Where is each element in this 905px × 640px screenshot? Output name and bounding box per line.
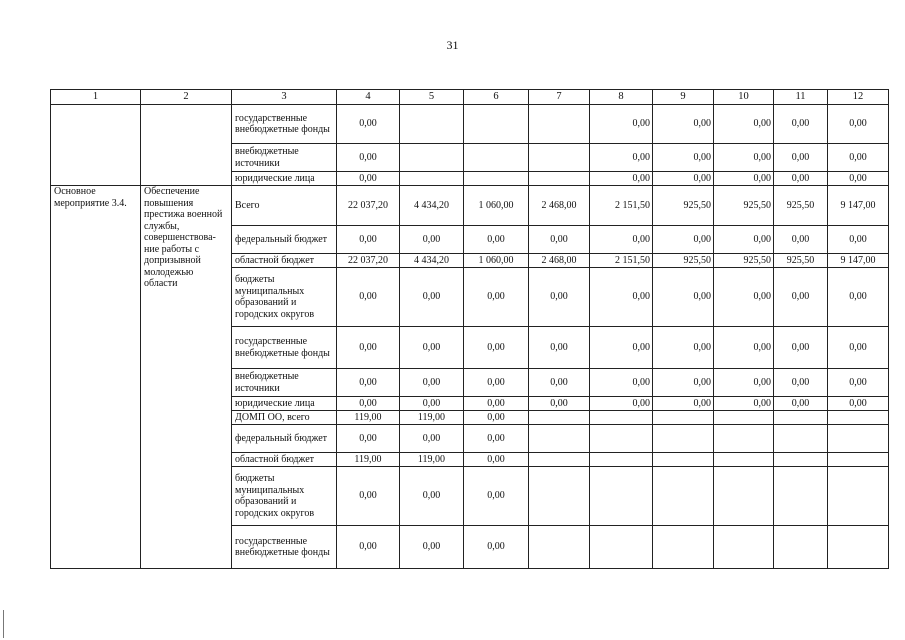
value-cell (529, 453, 590, 467)
value-cell: 9 147,00 (828, 186, 889, 226)
value-cell (774, 411, 828, 425)
value-cell: 4 434,20 (400, 254, 464, 268)
value-cell: 0,00 (464, 369, 529, 397)
value-cell: 0,00 (337, 144, 400, 172)
value-cell: 4 434,20 (400, 186, 464, 226)
value-cell: 0,00 (400, 369, 464, 397)
value-cell: 0,00 (400, 268, 464, 327)
value-cell: 0,00 (653, 397, 714, 411)
header-cell: 3 (232, 90, 337, 105)
source-label-cell: областной бюджет (232, 453, 337, 467)
header-cell: 10 (714, 90, 774, 105)
value-cell: 22 037,20 (337, 254, 400, 268)
header-cell: 5 (400, 90, 464, 105)
value-cell (653, 467, 714, 526)
value-cell: 0,00 (774, 268, 828, 327)
value-cell: 0,00 (653, 172, 714, 186)
value-cell (714, 425, 774, 453)
value-cell: 0,00 (337, 397, 400, 411)
value-cell (774, 467, 828, 526)
value-cell: 0,00 (590, 369, 653, 397)
value-cell: 0,00 (337, 467, 400, 526)
value-cell: 0,00 (653, 105, 714, 144)
description-cell: Обеспечение повышения престижа военной службы, совершенствова-ние работы с допризывной молодежью области (141, 186, 232, 569)
value-cell: 0,00 (529, 268, 590, 327)
value-cell: 0,00 (590, 397, 653, 411)
source-label-cell: государственные внебюджетные фонды (232, 327, 337, 369)
source-label-cell: государственные внебюджетные фонды (232, 105, 337, 144)
source-label-cell: юридические лица (232, 172, 337, 186)
value-cell: 925,50 (653, 254, 714, 268)
value-cell (714, 467, 774, 526)
value-cell: 1 060,00 (464, 254, 529, 268)
value-cell (828, 526, 889, 569)
table-row (51, 186, 889, 226)
value-cell: 119,00 (337, 411, 400, 425)
value-cell: 0,00 (828, 369, 889, 397)
value-cell: 0,00 (590, 226, 653, 254)
value-cell: 0,00 (714, 226, 774, 254)
value-cell: 22 037,20 (337, 186, 400, 226)
value-cell: 2 468,00 (529, 254, 590, 268)
value-cell: 0,00 (464, 268, 529, 327)
source-label-cell: внебюджетные источники (232, 144, 337, 172)
value-cell: 0,00 (529, 327, 590, 369)
empty-cell (51, 105, 141, 186)
value-cell: 0,00 (653, 268, 714, 327)
value-cell: 119,00 (337, 453, 400, 467)
value-cell: 0,00 (590, 172, 653, 186)
value-cell: 925,50 (774, 254, 828, 268)
header-cell: 7 (529, 90, 590, 105)
value-cell: 0,00 (774, 144, 828, 172)
table-row (51, 105, 889, 144)
header-cell: 4 (337, 90, 400, 105)
value-cell (529, 144, 590, 172)
value-cell: 0,00 (774, 369, 828, 397)
source-label-cell: Всего (232, 186, 337, 226)
value-cell: 0,00 (400, 425, 464, 453)
value-cell: 0,00 (714, 144, 774, 172)
value-cell (590, 467, 653, 526)
value-cell: 0,00 (590, 144, 653, 172)
value-cell: 0,00 (337, 369, 400, 397)
value-cell: 0,00 (828, 105, 889, 144)
value-cell: 925,50 (774, 186, 828, 226)
value-cell (653, 453, 714, 467)
value-cell: 0,00 (464, 411, 529, 425)
value-cell: 0,00 (400, 467, 464, 526)
value-cell (653, 425, 714, 453)
value-cell (529, 172, 590, 186)
value-cell: 0,00 (590, 327, 653, 369)
value-cell: 0,00 (337, 526, 400, 569)
value-cell: 0,00 (400, 526, 464, 569)
value-cell (590, 453, 653, 467)
header-cell: 9 (653, 90, 714, 105)
value-cell (828, 453, 889, 467)
value-cell (828, 411, 889, 425)
value-cell: 0,00 (828, 327, 889, 369)
value-cell: 0,00 (529, 369, 590, 397)
value-cell: 0,00 (464, 425, 529, 453)
value-cell: 0,00 (464, 327, 529, 369)
value-cell: 0,00 (653, 144, 714, 172)
source-label-cell: государственные внебюджетные фонды (232, 526, 337, 569)
source-label-cell: областной бюджет (232, 254, 337, 268)
value-cell: 0,00 (653, 369, 714, 397)
value-cell: 0,00 (774, 105, 828, 144)
source-label-cell: федеральный бюджет (232, 425, 337, 453)
page-number: 31 (446, 38, 459, 52)
source-label-cell: ДОМП ОО, всего (232, 411, 337, 425)
value-cell: 0,00 (400, 327, 464, 369)
margin-mark (3, 610, 4, 638)
value-cell: 0,00 (714, 105, 774, 144)
value-cell: 119,00 (400, 411, 464, 425)
value-cell: 0,00 (464, 397, 529, 411)
value-cell: 2 468,00 (529, 186, 590, 226)
value-cell (828, 467, 889, 526)
value-cell: 0,00 (714, 397, 774, 411)
value-cell: 0,00 (714, 172, 774, 186)
value-cell: 0,00 (714, 369, 774, 397)
value-cell: 0,00 (828, 226, 889, 254)
value-cell: 0,00 (337, 268, 400, 327)
value-cell: 0,00 (774, 397, 828, 411)
source-label-cell: федеральный бюджет (232, 226, 337, 254)
value-cell: 0,00 (590, 268, 653, 327)
value-cell: 0,00 (714, 327, 774, 369)
value-cell: 0,00 (337, 327, 400, 369)
value-cell: 0,00 (774, 172, 828, 186)
value-cell: 0,00 (714, 268, 774, 327)
value-cell: 0,00 (337, 226, 400, 254)
value-cell (653, 526, 714, 569)
value-cell (464, 172, 529, 186)
table-header (51, 90, 889, 105)
value-cell (714, 453, 774, 467)
value-cell: 0,00 (464, 453, 529, 467)
value-cell: 925,50 (653, 186, 714, 226)
value-cell: 925,50 (714, 254, 774, 268)
value-cell (400, 172, 464, 186)
value-cell: 0,00 (464, 467, 529, 526)
value-cell (464, 144, 529, 172)
value-cell (714, 411, 774, 425)
value-cell: 0,00 (529, 226, 590, 254)
value-cell: 0,00 (464, 226, 529, 254)
source-label-cell: юридические лица (232, 397, 337, 411)
value-cell (529, 526, 590, 569)
value-cell (529, 425, 590, 453)
table-body (51, 105, 889, 569)
value-cell (590, 425, 653, 453)
value-cell (774, 526, 828, 569)
header-cell: 8 (590, 90, 653, 105)
value-cell (400, 144, 464, 172)
value-cell (529, 467, 590, 526)
value-cell (464, 105, 529, 144)
value-cell (653, 411, 714, 425)
measure-cell: Основное мероприятие 3.4. (51, 186, 141, 569)
empty-cell (141, 105, 232, 186)
value-cell (529, 411, 590, 425)
value-cell: 119,00 (400, 453, 464, 467)
value-cell: 0,00 (774, 226, 828, 254)
value-cell (774, 453, 828, 467)
value-cell: 0,00 (774, 327, 828, 369)
value-cell: 0,00 (828, 397, 889, 411)
budget-table (50, 89, 889, 569)
value-cell: 925,50 (714, 186, 774, 226)
header-row (51, 90, 889, 105)
value-cell: 0,00 (337, 105, 400, 144)
source-label-cell: внебюджетные источники (232, 369, 337, 397)
value-cell (400, 105, 464, 144)
value-cell: 2 151,50 (590, 186, 653, 226)
value-cell: 0,00 (464, 526, 529, 569)
header-cell: 2 (141, 90, 232, 105)
value-cell: 0,00 (828, 268, 889, 327)
value-cell (774, 425, 828, 453)
header-cell: 1 (51, 90, 141, 105)
value-cell (590, 411, 653, 425)
value-cell: 1 060,00 (464, 186, 529, 226)
header-cell: 11 (774, 90, 828, 105)
source-label-cell: бюджеты муниципальных образований и городских округов (232, 467, 337, 526)
value-cell (714, 526, 774, 569)
value-cell (529, 105, 590, 144)
value-cell: 0,00 (400, 397, 464, 411)
value-cell: 0,00 (400, 226, 464, 254)
value-cell: 0,00 (590, 105, 653, 144)
value-cell: 0,00 (337, 425, 400, 453)
value-cell (828, 425, 889, 453)
header-cell: 12 (828, 90, 889, 105)
value-cell: 0,00 (828, 172, 889, 186)
value-cell: 0,00 (529, 397, 590, 411)
value-cell: 2 151,50 (590, 254, 653, 268)
source-label-cell: бюджеты муниципальных образований и городских округов (232, 268, 337, 327)
value-cell: 0,00 (653, 226, 714, 254)
value-cell: 9 147,00 (828, 254, 889, 268)
value-cell: 0,00 (653, 327, 714, 369)
value-cell: 0,00 (337, 172, 400, 186)
value-cell (590, 526, 653, 569)
header-cell: 6 (464, 90, 529, 105)
value-cell: 0,00 (828, 144, 889, 172)
